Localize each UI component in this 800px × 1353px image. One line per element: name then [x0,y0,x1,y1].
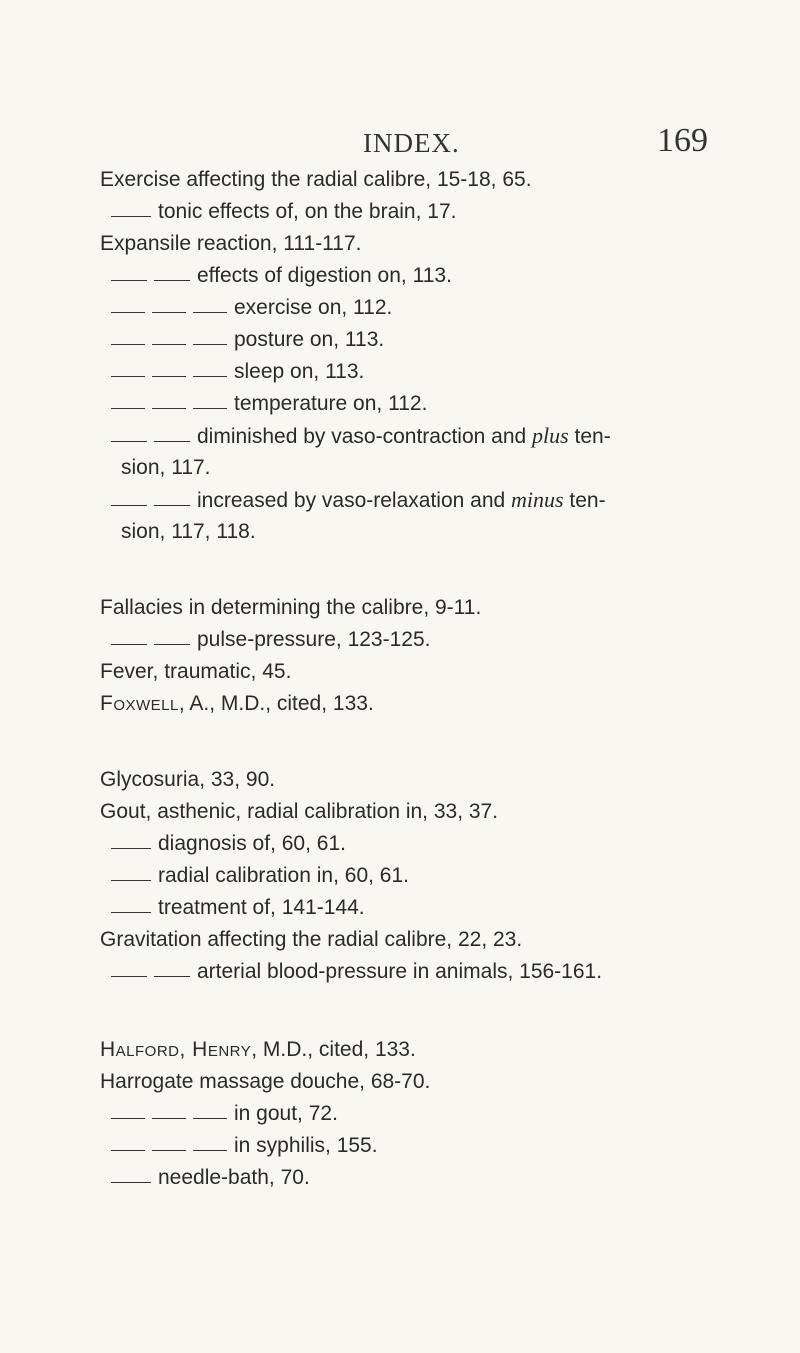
entry-text: ten- [563,489,606,512]
entry-text: diagnosis of, 60, 61. [158,832,346,855]
ditto-dash [152,344,186,346]
entry-text: Harrogate massage douche, 68-70. [100,1070,431,1093]
entry-author: Foxwell [100,692,179,715]
index-entry [0,956,800,988]
ditto-dash [111,376,145,378]
ditto-dash [152,1118,186,1120]
index-entry [0,892,800,924]
ditto-dash [111,505,147,507]
ditto-dash [193,1118,227,1120]
entry-italic: plus [532,423,569,448]
entry-text: exercise on, 112. [234,296,393,319]
entry-text: posture on, 113. [234,328,385,351]
entry-text: temperature on, 112. [234,392,428,415]
entry-text: arterial blood-pressure in animals, 156-161. [197,960,603,983]
index-entry [0,860,800,892]
ditto-dash [152,376,186,378]
entry-text: effects of digestion on, 113. [197,264,452,287]
index-entry [0,1130,800,1162]
entry-text: Fever, traumatic, 45. [100,660,292,683]
ditto-dash [193,312,227,314]
entry-text: sion, 117, 118. [121,520,256,543]
entry-text: Gravitation affecting the radial calibre, 22, 23. [100,928,523,951]
ditto-dash [152,1150,186,1152]
index-entry [0,1162,800,1194]
ditto-dash [111,441,147,443]
ditto-dash [154,280,190,282]
entry-text: diminished by vaso-contraction and [197,425,533,448]
ditto-dash [111,912,151,914]
index-entry [0,164,800,196]
index-entry-continuation [0,516,800,548]
ditto-dash [111,1118,145,1120]
ditto-dash [154,976,190,978]
page-number: 169 [657,122,708,159]
entry-text: treatment of, 141-144. [158,896,365,919]
entry-text: Gout, asthenic, radial calibration in, 33, 37. [100,800,499,823]
entry-text: Fallacies in determining the calibre, 9-11. [100,596,482,619]
entry-text: , M.D., cited, 133. [251,1038,416,1061]
ditto-dash [111,1182,151,1184]
ditto-dash [111,216,151,218]
ditto-dash [152,312,186,314]
ditto-dash [111,312,145,314]
index-entry [0,484,800,516]
index-entry [0,196,800,228]
index-entry [0,292,800,324]
index-entry [0,228,800,260]
entry-text: sion, 117. [121,456,211,479]
entry-text: needle-bath, 70. [158,1166,310,1189]
ditto-dash [111,1150,145,1152]
ditto-dash [111,344,145,346]
ditto-dash [111,408,145,410]
index-entry [0,1066,800,1098]
entry-text: pulse-pressure, 123-125. [197,628,431,651]
entry-italic: minus [511,487,564,512]
index-entry [0,688,800,720]
index-entry [0,592,800,624]
index-entry [0,356,800,388]
index-entry [0,924,800,956]
index-entry [0,324,800,356]
ditto-dash [111,880,151,882]
entry-text: Glycosuria, 33, 90. [100,768,276,791]
entry-text: Exercise affecting the radial calibre, 15-18, 65. [100,168,532,191]
ditto-dash [111,848,151,850]
ditto-dash [154,644,190,646]
entry-text: , A., M.D., cited, 133. [178,692,374,715]
index-entry [0,796,800,828]
index-entry [0,1034,800,1066]
ditto-dash [193,376,227,378]
running-head: INDEX. [363,128,460,158]
ditto-dash [154,441,190,443]
entry-text: ten- [568,425,611,448]
index-entry [0,260,800,292]
index-entry [0,388,800,420]
index-entry [0,656,800,688]
ditto-dash [152,408,186,410]
ditto-dash [193,408,227,410]
index-entry-continuation [0,452,800,484]
index-entry [0,1098,800,1130]
index-entry [0,624,800,656]
entry-author: Halford, Henry [100,1038,252,1061]
ditto-dash [193,344,227,346]
entry-text: increased by vaso-relaxation and [197,489,512,512]
entry-text: tonic effects of, on the brain, 17. [158,200,457,223]
entry-text: Expansile reaction, 111-117. [100,232,362,255]
index-entry [0,828,800,860]
index-entry [0,764,800,796]
entry-text: sleep on, 113. [234,360,365,383]
entry-text: in gout, 72. [234,1102,338,1125]
ditto-dash [154,505,190,507]
ditto-dash [111,976,147,978]
entry-text: in syphilis, 155. [234,1134,378,1157]
index-entry [0,420,800,452]
ditto-dash [193,1150,227,1152]
entry-text: radial calibration in, 60, 61. [158,864,409,887]
ditto-dash [111,644,147,646]
ditto-dash [111,280,147,282]
